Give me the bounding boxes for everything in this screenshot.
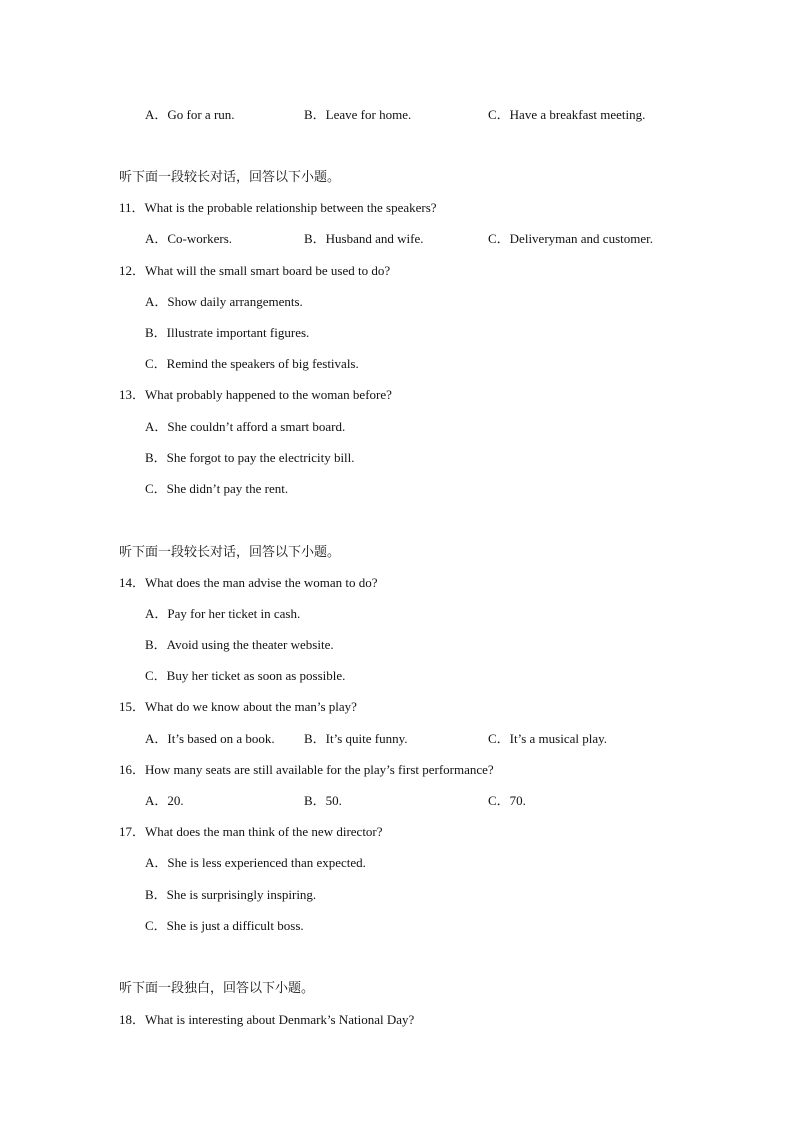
option-c: C．Deliveryman and customer. [488, 231, 653, 246]
option-a: A．Show daily arrangements. [145, 294, 303, 309]
question-14: 14．What does the man advise the woman to do? [119, 575, 378, 590]
option-c: C．Have a breakfast meeting. [488, 107, 646, 122]
question-15: 15．What do we know about the man’s play? [119, 699, 357, 714]
question-11: 11．What is the probable relationship between the speakers? [119, 200, 437, 215]
option-c: C．Buy her ticket as soon as possible. [145, 668, 346, 683]
option-b: B．Husband and wife. [304, 231, 424, 246]
option-c: C．She didn’t pay the rent. [145, 481, 289, 496]
question-13: 13．What probably happened to the woman before? [119, 387, 392, 402]
option-b: B．50. [304, 793, 342, 808]
option-b: B．Leave for home. [304, 107, 412, 122]
option-a: A．It’s based on a book. [145, 731, 275, 746]
option-b: B．It’s quite funny. [304, 731, 408, 746]
option-a: A．Pay for her ticket in cash. [145, 606, 301, 621]
section-heading: 听下面一段较长对话，回答以下小题。 [119, 545, 341, 560]
option-a: A．She couldn’t afford a smart board. [145, 419, 346, 434]
section-heading: 听下面一段独白，回答以下小题。 [119, 981, 315, 996]
option-c: C．70. [488, 793, 526, 808]
option-a: A．Go for a run. [145, 107, 235, 122]
section-heading: 听下面一段较长对话，回答以下小题。 [119, 170, 341, 185]
option-a: A．20. [145, 793, 184, 808]
question-12: 12．What will the small smart board be used to do? [119, 263, 391, 278]
option-a: A．Co-workers. [145, 231, 233, 246]
question-18: 18．What is interesting about Denmark’s National Day? [119, 1012, 415, 1027]
option-a: A．She is less experienced than expected. [145, 855, 366, 870]
option-c: C．Remind the speakers of big festivals. [145, 356, 359, 371]
question-16: 16．How many seats are still available for the play’s first performance? [119, 762, 494, 777]
question-17: 17．What does the man think of the new director? [119, 824, 383, 839]
option-c: C．She is just a difficult boss. [145, 918, 304, 933]
option-c: C．It’s a musical play. [488, 731, 608, 746]
option-b: B．She is surprisingly inspiring. [145, 887, 317, 902]
option-b: B．Avoid using the theater website. [145, 637, 334, 652]
option-b: B．She forgot to pay the electricity bill. [145, 450, 355, 465]
option-b: B．Illustrate important figures. [145, 325, 310, 340]
